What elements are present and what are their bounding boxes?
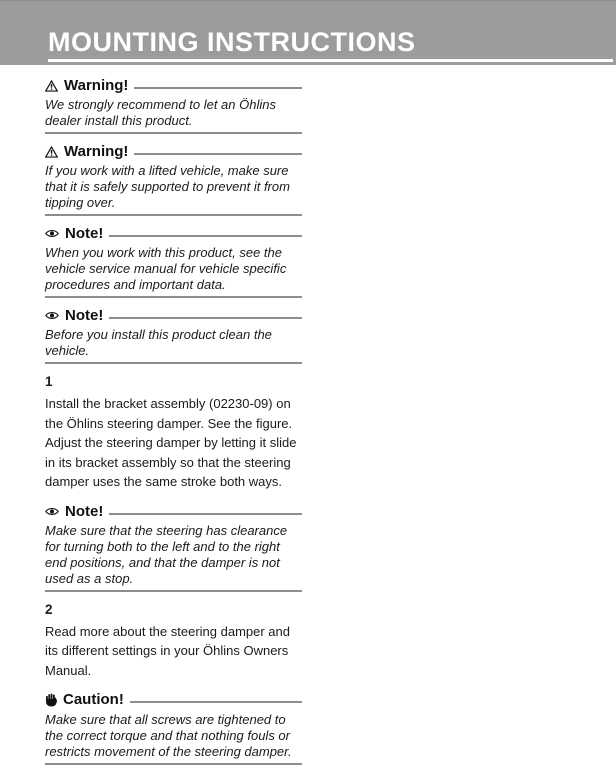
admonition-body: Make sure that all screws are tightened to the correct torque and that nothing fouls or restricts movement of the steering damper. — [45, 712, 302, 765]
admonition-body: If you work with a lifted vehicle, make sure that it is safely supported to prevent it from tipping over. — [45, 163, 302, 216]
admonition-heading — [45, 309, 302, 322]
page-title: MOUNTING INSTRUCTIONS — [48, 29, 613, 62]
admonition-body: When you work with this product, see the vehicle service manual for vehicle specific procedures and important data. — [45, 245, 302, 298]
heading-rule — [109, 317, 302, 319]
admonition-body: Before you install this product clean the vehicle. — [45, 327, 302, 364]
admonition-heading — [45, 227, 302, 240]
step-number: 1 — [45, 374, 53, 389]
admonition-body: Make sure that the steering has clearance for turning both to the left and to the right end positions, and that the damper is not used as a stop. — [45, 523, 302, 592]
admonition-heading — [45, 79, 302, 92]
hand-icon — [45, 693, 57, 707]
eye-icon — [45, 311, 59, 320]
admonition-heading — [45, 693, 302, 707]
admonition-body: We strongly recommend to let an Öhlins dealer install this product. — [45, 97, 302, 134]
note-section — [45, 227, 302, 298]
warning-triangle-icon — [45, 146, 58, 158]
note-section — [45, 502, 302, 592]
admonition-title: Warning! — [64, 143, 129, 160]
content-column — [45, 65, 302, 765]
eye-icon — [45, 507, 59, 516]
step-2-section — [45, 603, 302, 681]
admonition-title: Note! — [65, 307, 104, 324]
step-1-section — [45, 375, 302, 492]
warning-section — [45, 79, 302, 134]
warning-triangle-icon — [45, 80, 58, 92]
admonition-title: Warning! — [64, 77, 129, 94]
step-body: Read more about the steering damper and its different settings in your Öhlins Owners Manual. — [45, 623, 290, 678]
step-body: Install the bracket assembly (02230-09) on the Öhlins steering damper. See the figure. Adjust the steering damper by letting it slide in its bracket assembly so that the steering damper uses the same stroke both ways. — [45, 396, 297, 489]
eye-icon — [45, 229, 59, 238]
page-header — [0, 0, 616, 65]
heading-rule — [130, 701, 302, 703]
admonition-title: Caution! — [63, 691, 124, 708]
admonition-title: Note! — [65, 225, 104, 242]
heading-rule — [109, 235, 302, 237]
heading-rule — [109, 513, 302, 515]
admonition-heading — [45, 502, 302, 520]
note-section — [45, 309, 302, 364]
step-number: 2 — [45, 601, 53, 617]
heading-rule — [134, 87, 302, 89]
warning-section — [45, 145, 302, 216]
caution-section — [45, 693, 302, 765]
heading-rule — [134, 153, 302, 155]
admonition-heading — [45, 145, 302, 158]
admonition-title: Note! — [65, 502, 104, 520]
